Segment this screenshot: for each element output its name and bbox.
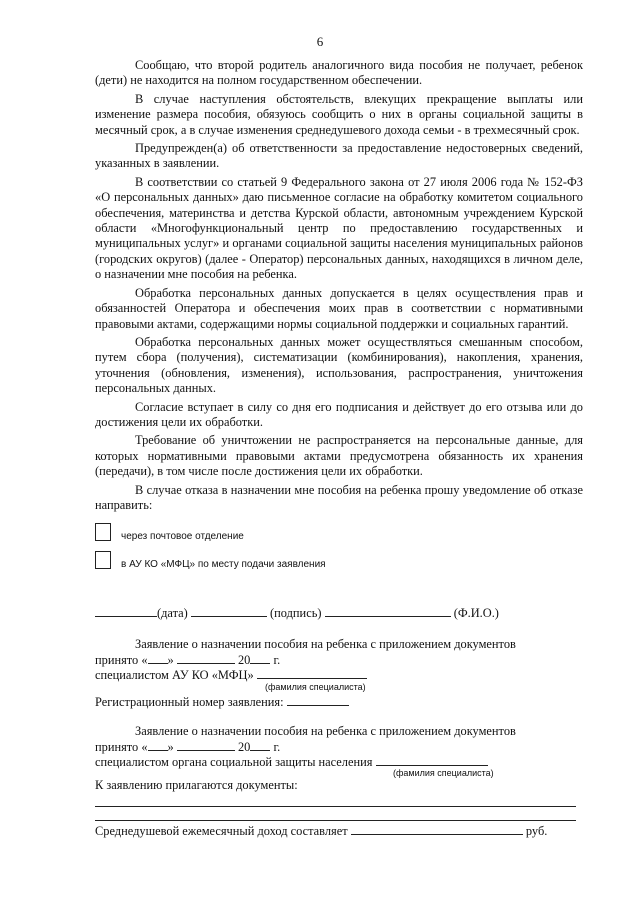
szn-received-label: принято « xyxy=(95,740,148,754)
page-number: 6 xyxy=(316,34,324,49)
mfc-quote-close: » xyxy=(167,653,174,667)
paragraph-obligation: В случае наступления обстоятельств, влекущих прекращение выплаты или изменение размера пособия, обязуюсь сообщить о них в органы социальной защиты в месячный срок, а в случае изменения среднедушевого дохода семьи - в трехмесячный срок. xyxy=(95,91,583,137)
signature-field[interactable] xyxy=(191,605,267,617)
mfc-option-label: в АУ КО «МФЦ» по месту подачи заявления xyxy=(121,559,326,570)
income-field[interactable] xyxy=(351,823,523,835)
mfc-checkbox[interactable] xyxy=(95,551,111,569)
fio-field[interactable] xyxy=(325,605,451,617)
mfc-accept-date-row xyxy=(95,652,280,668)
registration-field[interactable] xyxy=(287,694,349,706)
szn-quote-close: » xyxy=(167,740,174,754)
mfc-specialist-field[interactable] xyxy=(257,667,367,679)
date-label: (дата) xyxy=(157,606,188,620)
mfc-month-field[interactable] xyxy=(177,652,235,664)
paragraph-second-parent: Сообщаю, что второй родитель аналогичного вида пособия не получает, ребенок (дети) не находится на полном государственном обеспечении. xyxy=(95,58,583,88)
szn-accept-date-row xyxy=(95,739,280,755)
szn-specialist-label: специалистом органа социальной защиты населения xyxy=(95,755,373,769)
paragraph-destruction: Требование об уничтожении не распространяется на персональные данные, для которых нормативными правовыми актами предусмотрена обязанность их хранения (передачи), в том числе после достижения цели их обработки. xyxy=(95,433,583,479)
paragraph-processing-method: Обработка персональных данных может осуществляться смешанным способом, путем сбора (получения), систематизации (комбинирования), накопления, хранения, уточнения (обновления, изменения), использования, распространения, уничтожения персональных данных. xyxy=(95,334,583,396)
szn-month-field[interactable] xyxy=(177,739,235,751)
mfc-year-suffix: г. xyxy=(273,653,281,667)
szn-accept-line: Заявление о назначении пособия на ребенка с приложением документов xyxy=(135,724,516,738)
attached-documents-line-2[interactable] xyxy=(95,820,576,821)
szn-day-field[interactable] xyxy=(148,739,168,751)
paragraph-refusal-notice: В случае отказа в назначении мне пособия на ребенка прошу уведомление об отказе направить: xyxy=(95,482,583,512)
date-field[interactable] xyxy=(95,605,157,617)
paragraph-processing-purpose: Обработка персональных данных допускается в целях осуществления прав и обязанностей Оператора и обеспечения моих прав в соответствии с нормативными правовыми актами, содержащими нормы социальной поддержки и социальных гарантий. xyxy=(95,285,583,331)
signature-label: (подпись) xyxy=(270,606,322,620)
paragraph-warning: Предупрежден(а) об ответственности за предоставление недостоверных сведений, указанных в заявлении. xyxy=(95,141,583,171)
signature-row xyxy=(95,605,499,621)
mfc-specialist-label: специалистом АУ КО «МФЦ» xyxy=(95,668,254,682)
income-row xyxy=(95,823,547,839)
paragraph-consent-validity: Согласие вступает в силу со дня его подписания и действует до его отзыва или до достижения цели их обработки. xyxy=(95,399,583,429)
statement-body xyxy=(95,58,583,513)
mfc-year-prefix: 20 xyxy=(237,653,251,667)
income-unit: руб. xyxy=(525,824,548,838)
szn-year-suffix: г. xyxy=(273,740,281,754)
szn-specialist-caption: (фамилия специалиста) xyxy=(393,768,494,778)
registration-label: Регистрационный номер заявления: xyxy=(95,695,284,709)
registration-row xyxy=(95,694,349,710)
paragraph-consent: В соответствии со статьей 9 Федерального закона от 27 июля 2006 года № 152-ФЗ «О персональных данных» даю письменное согласие на обработку комитетом социального обеспечения, материнства и детства Курской области, автономным учреждением Курской области «Многофункциональный центр по предоставлению государственных и муниципальных услуг» и органами социальной защиты населения муниципальных районов (городских округов) (далее - Оператор) персональных данных, находящихся в личном деле, о назначении мне пособия на ребенка. xyxy=(95,174,583,282)
income-label: Среднедушевой ежемесячный доход составляет xyxy=(95,824,348,838)
mfc-specialist-row xyxy=(95,667,367,683)
szn-specialist-field[interactable] xyxy=(376,754,488,766)
mfc-year-field[interactable] xyxy=(250,652,270,664)
mfc-day-field[interactable] xyxy=(148,652,168,664)
mfc-accept-line: Заявление о назначении пособия на ребенка с приложением документов xyxy=(135,637,516,651)
szn-year-field[interactable] xyxy=(250,739,270,751)
szn-year-prefix: 20 xyxy=(237,740,251,754)
post-office-checkbox[interactable] xyxy=(95,523,111,541)
post-office-option-label: через почтовое отделение xyxy=(121,531,244,542)
attached-documents-label: К заявлению прилагаются документы: xyxy=(95,778,298,792)
mfc-specialist-caption: (фамилия специалиста) xyxy=(265,682,366,692)
fio-label: (Ф.И.О.) xyxy=(453,606,499,620)
attached-documents-line-1[interactable] xyxy=(95,806,576,807)
mfc-received-label: принято « xyxy=(95,653,148,667)
